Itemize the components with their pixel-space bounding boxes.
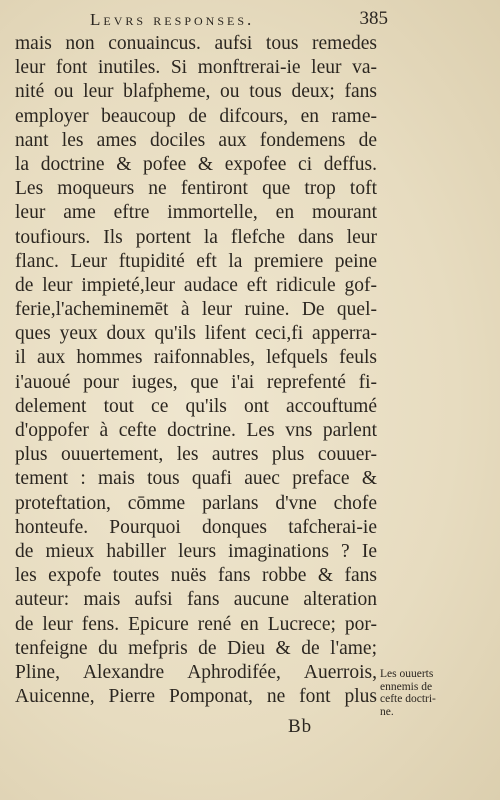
page-number: 385 <box>359 8 388 29</box>
text-line: mais non conuaincus. aufsi tous remedes <box>15 33 377 54</box>
text-line: de leur fens. Epicure rené en Lucrece; por- <box>15 613 377 635</box>
text-line: flanc. Leur ftupidité eft la premiere peine <box>15 250 377 272</box>
text-line: nité ou leur blafpheme, ou tous deux; fans <box>15 81 377 103</box>
margin-note <box>380 668 490 718</box>
text-line: leur ame eftre immortelle, en mourant <box>15 202 377 224</box>
text-line: auteur: mais aufsi fans aucune alteration <box>15 589 377 611</box>
text-line: il aux hommes raifonnables, lefquels feuls <box>15 347 377 369</box>
signature-mark: Bb <box>288 716 313 737</box>
text-line: honteufe. Pourquoi donques tafcherai-ie <box>15 516 377 538</box>
text-line: Les moqueurs ne fentiront que trop toft <box>15 178 377 200</box>
page-header <box>90 6 390 32</box>
text-line: tement : mais tous quafi auec preface & <box>15 468 377 490</box>
text-line: proteftation, cōmme parlans d'vne chofe <box>15 492 377 514</box>
text-line: nant les ames dociles aux fondemens de <box>15 129 377 151</box>
running-head: Levrs responses. <box>90 10 255 29</box>
margin-note-line: ne. <box>380 705 394 718</box>
text-line: toufiours. Ils portent la flefche dans leur <box>15 226 377 248</box>
text-line: ferie,l'acheminemēt à leur ruine. De quel- <box>15 299 377 321</box>
text-line: i'auoué pour iuges, que i'ai reprefenté fi- <box>15 371 377 393</box>
text-line: ques yeux doux qu'ils lifent ceci,fi apperra- <box>15 323 377 345</box>
text-line: Auicenne, Pierre Pomponat, ne font plus <box>15 686 377 708</box>
text-line: de leur impieté,leur audace eft ridicule gof- <box>15 274 377 296</box>
text-line: delement tout ce qu'ils ont accouftumé <box>15 395 377 417</box>
margin-note-line: Les ouuerts <box>380 668 434 680</box>
text-line: plus ouuertement, les autres plus couuer- <box>15 444 377 466</box>
text-line: d'oppofer à cefte doctrine. Les vns parlent <box>15 420 377 441</box>
text-line: les expofe toutes nuës fans robbe & fans <box>15 565 377 587</box>
text-line: la doctrine & pofee & expofee ci deffus. <box>15 153 377 175</box>
text-line: employer beaucoup de difcours, en rame- <box>15 105 377 127</box>
body-text <box>15 32 377 709</box>
text-line: tenfeigne du mefpris de Dieu & de l'ame; <box>15 637 377 659</box>
margin-note-line: ennemis de <box>380 680 433 693</box>
margin-note-line: cefte doctri- <box>380 693 436 705</box>
text-line: de mieux habiller leurs imaginations ? Ie <box>15 540 377 562</box>
text-line: Pline, Alexandre Aphrodifée, Auerrois, <box>15 661 377 683</box>
text-line: leur font inutiles. Si monftrerai-ie leur va- <box>15 57 377 79</box>
